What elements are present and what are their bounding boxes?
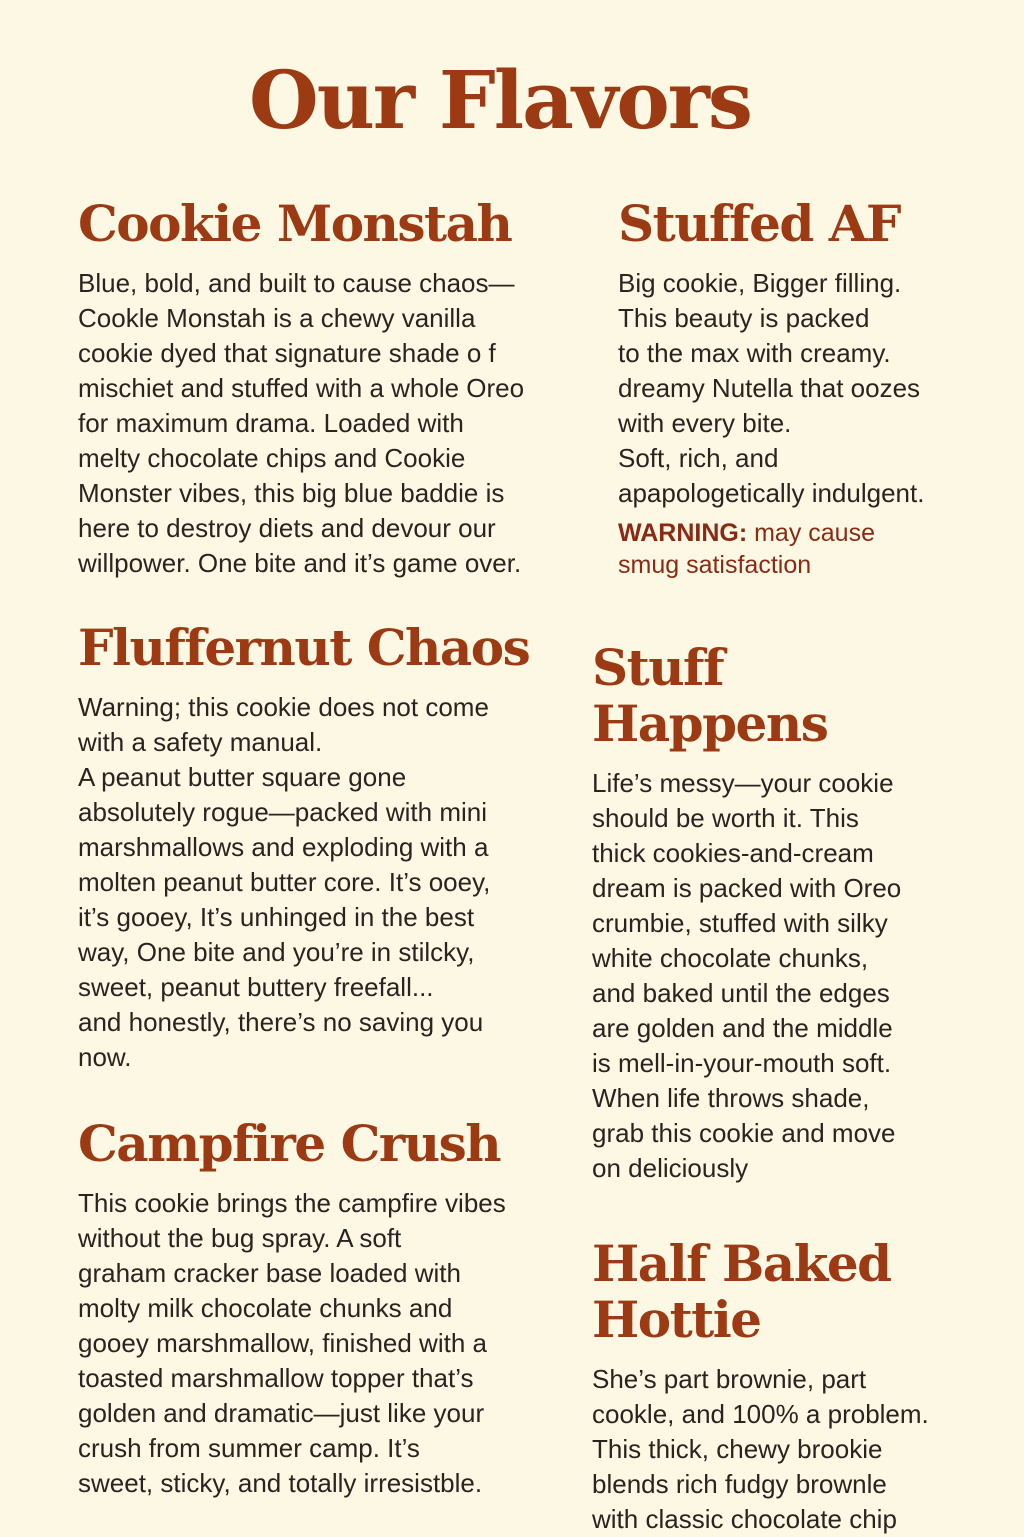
flavor-stuffed-af bbox=[618, 196, 1018, 581]
flavor-title: Stuff Happens bbox=[592, 638, 828, 753]
flavor-description: Big cookie, Bigger filling. This beauty is packed to the max with creamy. dreamy Nutella that oozes with every bite. Soft, rich, and apapologetically indulgent. bbox=[618, 268, 925, 508]
warning-note bbox=[618, 517, 1018, 581]
flavor-campfire-crush bbox=[78, 1116, 578, 1501]
flavor-title: Campfire Crush bbox=[78, 1114, 501, 1173]
flavor-description: She’s part brownie, part cookle, and 100% a problem. This thick, chewy brookie blends rich fudgy brownle with classic chocolate chip bbox=[592, 1364, 929, 1534]
page-title: Our Flavors bbox=[249, 53, 751, 147]
flavor-half-baked-hottie bbox=[592, 1236, 1012, 1537]
flavor-fluffernut-chaos bbox=[78, 620, 578, 1075]
flavor-title: Cookie Monstah bbox=[78, 194, 512, 253]
flavor-title: Stuffed AF bbox=[618, 194, 901, 253]
flavor-description: Blue, bold, and built to cause chaos— Cookle Monstah is a chewy vanilla cookie dyed that signature shade o f mischiet and stuffed with a whole Oreo for maximum drama. Loaded with melty chocolate chips and Cookie Monster vibes, this big blue baddie is here to destroy diets and devour our willpower. One bite and it’s game over. bbox=[78, 268, 525, 578]
flavor-stuff-happens bbox=[592, 640, 1012, 1186]
flavor-title: Half Baked Hottie bbox=[592, 1234, 891, 1349]
flavor-description: Life’s messy—your cookie should be worth it. This thick cookies-and-cream dream is packed with Oreo crumbie, stuffed with silky white chocolate chunks, and baked until the edges are golden and the middle is mell-in-your-mouth soft. When life throws shade, grab this cookie and move on deliciously bbox=[592, 768, 902, 1183]
flavor-description: Warning; this cookie does not come with a safety manual. A peanut butter square gone absolutely rogue—packed with mini marshmallows and exploding with a molten peanut butter core. It’s ooey, it’s gooey, It’s unhinged in the best way, One bite and you’re in stilcky, sweet, peanut buttery freefall... and honestly, there’s no saving you now. bbox=[78, 692, 491, 1072]
warning-text: may cause smug satisfaction bbox=[618, 519, 875, 579]
flavor-description: This cookie brings the campfire vibes without the bug spray. A soft graham cracker base loaded with molty milk chocolate chunks and gooey marshmallow, finished with a toasted marshmallow topper that’s golden and dramatic—just like your crush from summer camp. It’s sweet, sticky, and totally irresistble. bbox=[78, 1188, 506, 1498]
warning-label: WARNING: bbox=[618, 519, 748, 547]
flavor-title: Fluffernut Chaos bbox=[78, 618, 530, 677]
flavor-cookie-monstah bbox=[78, 196, 578, 581]
